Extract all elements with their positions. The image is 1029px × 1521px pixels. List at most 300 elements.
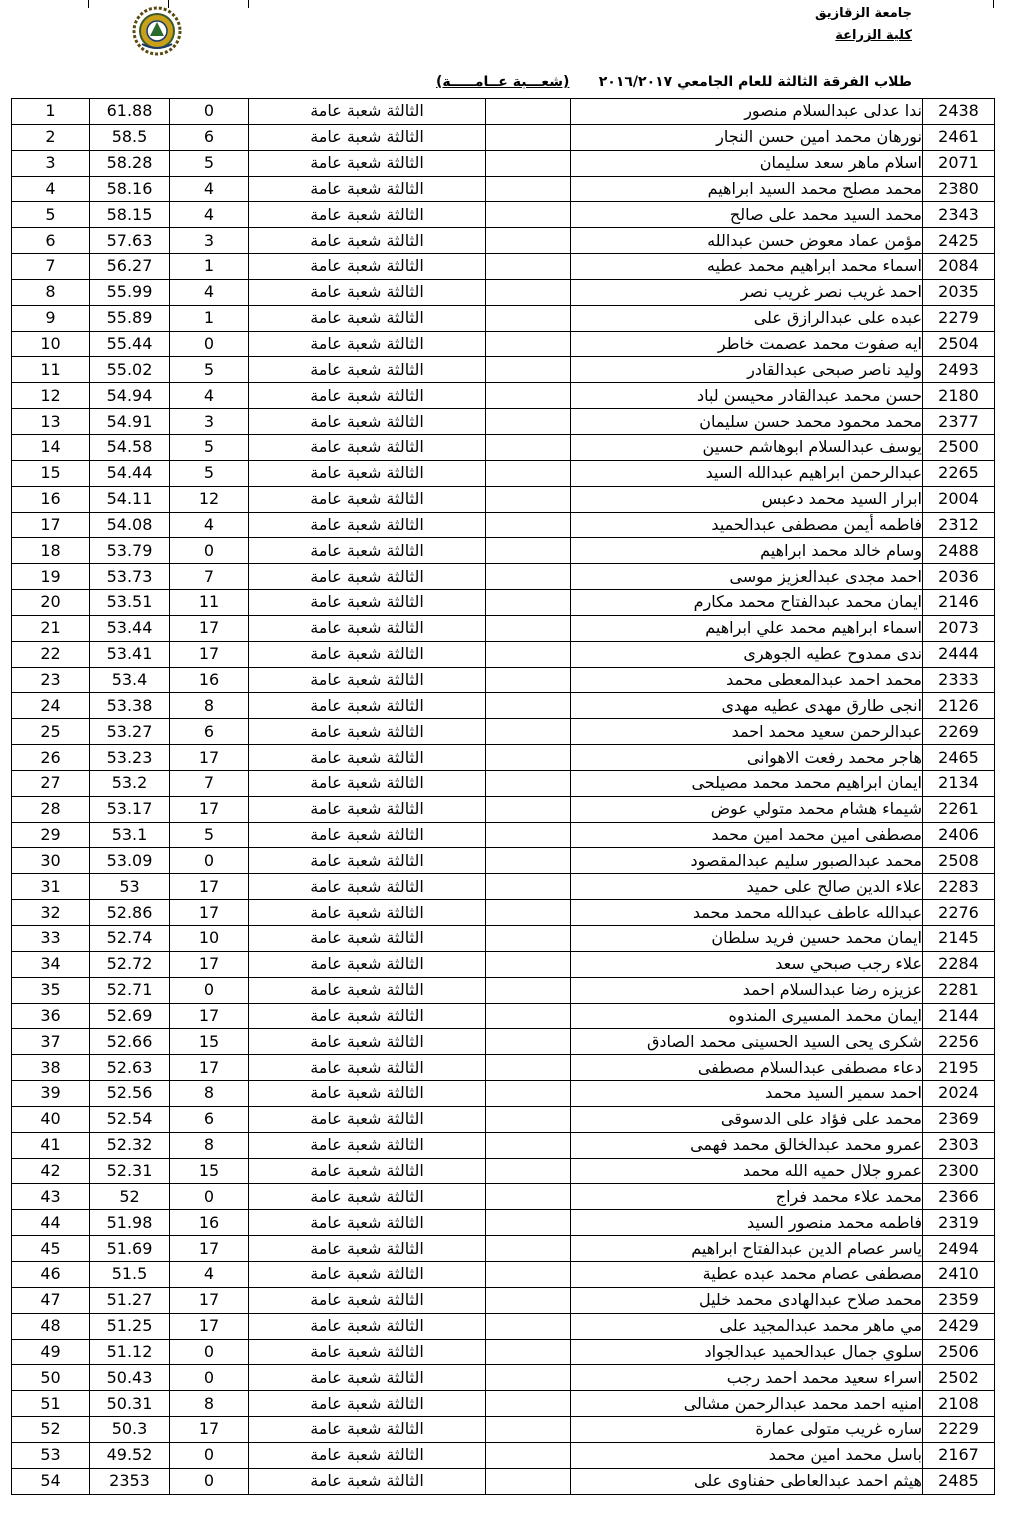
university-name: جامعة الزقازيق [815,6,912,21]
count-cell: 5 [170,357,249,383]
rank-cell: 39 [12,1081,90,1107]
rank-cell: 41 [12,1132,90,1158]
blank-cell [486,1029,571,1055]
table-row [12,1339,995,1365]
seat-number-cell: 2380 [923,176,995,202]
seat-number-cell: 2359 [923,1287,995,1313]
student-name-cell: محمد على فؤاد على الدسوقى [571,1106,923,1132]
score-cell: 58.28 [90,150,170,176]
student-name-cell: محمد صلاح عبدالهادى محمد خليل [571,1287,923,1313]
student-name-cell: احمد غريب نصر غريب نصر [571,279,923,305]
count-cell: 0 [170,1365,249,1391]
seat-number-cell: 2465 [923,745,995,771]
score-cell: 53.73 [90,564,170,590]
blank-cell [486,590,571,616]
section-cell: الثالثة شعبة عامة [249,1261,486,1287]
blank-cell [486,383,571,409]
seat-number-cell: 2410 [923,1261,995,1287]
score-cell: 58.5 [90,124,170,150]
table-row [12,512,995,538]
table-row [12,124,995,150]
section-cell: الثالثة شعبة عامة [249,615,486,641]
section-cell: الثالثة شعبة عامة [249,150,486,176]
student-name-cell: نورهان محمد امين حسن النجار [571,124,923,150]
blank-cell [486,1417,571,1443]
score-cell: 51.25 [90,1313,170,1339]
table-row [12,874,995,900]
rank-cell: 32 [12,900,90,926]
count-cell: 17 [170,1236,249,1262]
student-name-cell: محمد محمود محمد حسن سليمان [571,409,923,435]
score-cell: 52.66 [90,1029,170,1055]
count-cell: 17 [170,796,249,822]
section-cell: الثالثة شعبة عامة [249,1391,486,1417]
count-cell: 17 [170,1313,249,1339]
blank-cell [486,693,571,719]
section-cell: الثالثة شعبة عامة [249,590,486,616]
student-name-cell: ندى ممدوح عطيه الجوهرى [571,641,923,667]
seat-number-cell: 2488 [923,538,995,564]
rank-cell: 33 [12,926,90,952]
score-cell: 53.1 [90,822,170,848]
section-cell: الثالثة شعبة عامة [249,331,486,357]
student-name-cell: هاجر محمد رفعت الاهوانى [571,745,923,771]
rank-cell: 44 [12,1210,90,1236]
blank-cell [486,1184,571,1210]
count-cell: 6 [170,719,249,745]
section-cell: الثالثة شعبة عامة [249,176,486,202]
seat-number-cell: 2036 [923,564,995,590]
student-name-cell: مي ماهر محمد عبدالمجيد على [571,1313,923,1339]
rank-cell: 35 [12,977,90,1003]
score-cell: 52.31 [90,1158,170,1184]
student-name-cell: ايمان محمد حسين فريد سلطان [571,926,923,952]
table-row [12,1081,995,1107]
count-cell: 1 [170,254,249,280]
student-name-cell: يوسف عبدالسلام ابوهاشم حسين [571,434,923,460]
blank-cell [486,486,571,512]
score-cell: 52.54 [90,1106,170,1132]
blank-cell [486,254,571,280]
seat-number-cell: 2071 [923,150,995,176]
rank-cell: 8 [12,279,90,305]
student-name-cell: اسراء سعيد محمد احمد رجب [571,1365,923,1391]
table-row [12,202,995,228]
seat-number-cell: 2281 [923,977,995,1003]
score-cell: 58.15 [90,202,170,228]
seat-number-cell: 2126 [923,693,995,719]
rank-cell: 21 [12,615,90,641]
score-cell: 53.09 [90,848,170,874]
score-cell: 53.27 [90,719,170,745]
student-name-cell: عبدالله عاطف عبدالله محمد محمد [571,900,923,926]
table-row [12,615,995,641]
section-cell: الثالثة شعبة عامة [249,1158,486,1184]
score-cell: 53.51 [90,590,170,616]
rank-cell: 4 [12,176,90,202]
score-cell: 52.74 [90,926,170,952]
table-row [12,1106,995,1132]
student-name-cell: وليد ناصر صبحى عبدالقادر [571,357,923,383]
count-cell: 11 [170,590,249,616]
rank-cell: 29 [12,822,90,848]
seat-number-cell: 2269 [923,719,995,745]
blank-cell [486,719,571,745]
blank-cell [486,176,571,202]
score-cell: 51.5 [90,1261,170,1287]
count-cell: 15 [170,1029,249,1055]
rank-cell: 24 [12,693,90,719]
section-cell: الثالثة شعبة عامة [249,202,486,228]
section-cell: الثالثة شعبة عامة [249,848,486,874]
section-cell: الثالثة شعبة عامة [249,641,486,667]
rank-cell: 43 [12,1184,90,1210]
table-row [12,1417,995,1443]
count-cell: 17 [170,1417,249,1443]
blank-cell [486,770,571,796]
blank-cell [486,745,571,771]
section-cell: الثالثة شعبة عامة [249,770,486,796]
seat-number-cell: 2493 [923,357,995,383]
table-row [12,1158,995,1184]
student-name-cell: حسن محمد عبدالقادر محيسن لباد [571,383,923,409]
seat-number-cell: 2180 [923,383,995,409]
blank-cell [486,615,571,641]
seat-number-cell: 2134 [923,770,995,796]
rank-cell: 30 [12,848,90,874]
count-cell: 17 [170,745,249,771]
count-cell: 12 [170,486,249,512]
seat-number-cell: 2279 [923,305,995,331]
rank-cell: 37 [12,1029,90,1055]
table-row [12,357,995,383]
section-cell: الثالثة شعبة عامة [249,1210,486,1236]
section-cell: الثالثة شعبة عامة [249,874,486,900]
student-name-cell: ابرار السيد محمد دعبس [571,486,923,512]
blank-cell [486,409,571,435]
blank-cell [486,1236,571,1262]
blank-cell [486,951,571,977]
table-row [12,99,995,125]
section-cell: الثالثة شعبة عامة [249,951,486,977]
rank-cell: 47 [12,1287,90,1313]
table-row [12,1003,995,1029]
rank-cell: 14 [12,434,90,460]
table-row [12,926,995,952]
table-row [12,951,995,977]
blank-cell [486,1158,571,1184]
blank-cell [486,1003,571,1029]
count-cell: 8 [170,1132,249,1158]
table-row [12,1029,995,1055]
student-name-cell: فاطمه أيمن مصطفى عبدالحميد [571,512,923,538]
student-name-cell: مصطفى امين محمد امين محمد [571,822,923,848]
count-cell: 4 [170,176,249,202]
section-cell: الثالثة شعبة عامة [249,228,486,254]
table-row [12,254,995,280]
count-cell: 17 [170,1287,249,1313]
table-row [12,1313,995,1339]
section-cell: الثالثة شعبة عامة [249,719,486,745]
seat-number-cell: 2256 [923,1029,995,1055]
count-cell: 5 [170,822,249,848]
seat-number-cell: 2004 [923,486,995,512]
rank-cell: 12 [12,383,90,409]
rank-cell: 16 [12,486,90,512]
seat-number-cell: 2276 [923,900,995,926]
blank-cell [486,667,571,693]
student-name-cell: عبدالرحمن سعيد محمد احمد [571,719,923,745]
seat-number-cell: 2035 [923,279,995,305]
table-row [12,590,995,616]
blank-cell [486,848,571,874]
blank-cell [486,796,571,822]
blank-cell [486,1106,571,1132]
section-cell: الثالثة شعبة عامة [249,1081,486,1107]
seat-number-cell: 2502 [923,1365,995,1391]
count-cell: 0 [170,977,249,1003]
score-cell: 55.99 [90,279,170,305]
section-cell: الثالثة شعبة عامة [249,1055,486,1081]
section-cell: الثالثة شعبة عامة [249,357,486,383]
student-name-cell: هيثم احمد عبدالعاطى حفناوى على [571,1468,923,1494]
section-cell: الثالثة شعبة عامة [249,254,486,280]
score-cell: 54.08 [90,512,170,538]
section-cell: الثالثة شعبة عامة [249,1365,486,1391]
seat-number-cell: 2300 [923,1158,995,1184]
table-row [12,719,995,745]
count-cell: 17 [170,615,249,641]
count-cell: 4 [170,512,249,538]
score-cell: 53.79 [90,538,170,564]
seat-number-cell: 2024 [923,1081,995,1107]
section-cell: الثالثة شعبة عامة [249,1313,486,1339]
section-cell: الثالثة شعبة عامة [249,409,486,435]
rank-cell: 18 [12,538,90,564]
table-row [12,331,995,357]
section-cell: الثالثة شعبة عامة [249,693,486,719]
section-cell: الثالثة شعبة عامة [249,1106,486,1132]
division-label: (شعـــبة عــامـــــة) [436,74,570,90]
rank-cell: 20 [12,590,90,616]
score-cell: 53.2 [90,770,170,796]
table-row [12,1261,995,1287]
seat-number-cell: 2506 [923,1339,995,1365]
seat-number-cell: 2167 [923,1442,995,1468]
count-cell: 0 [170,1339,249,1365]
blank-cell [486,1210,571,1236]
score-cell: 61.88 [90,99,170,125]
rank-cell: 22 [12,641,90,667]
blank-cell [486,512,571,538]
table-row [12,1287,995,1313]
rank-cell: 36 [12,1003,90,1029]
section-cell: الثالثة شعبة عامة [249,1339,486,1365]
rank-cell: 13 [12,409,90,435]
blank-cell [486,564,571,590]
seat-number-cell: 2366 [923,1184,995,1210]
table-row [12,1236,995,1262]
count-cell: 7 [170,564,249,590]
table-row [12,693,995,719]
student-name-cell: وسام خالد محمد ابراهيم [571,538,923,564]
table-row [12,1442,995,1468]
count-cell: 3 [170,228,249,254]
count-cell: 0 [170,1442,249,1468]
student-name-cell: محمد احمد عبدالمعطى محمد [571,667,923,693]
rank-cell: 54 [12,1468,90,1494]
score-cell: 52 [90,1184,170,1210]
score-cell: 52.63 [90,1055,170,1081]
table-row [12,409,995,435]
count-cell: 17 [170,641,249,667]
blank-cell [486,822,571,848]
seat-number-cell: 2145 [923,926,995,952]
student-name-cell: دعاء مصطفى عبدالسلام مصطفى [571,1055,923,1081]
seat-number-cell: 2229 [923,1417,995,1443]
blank-cell [486,538,571,564]
student-name-cell: انجى طارق مهدى عطيه مهدى [571,693,923,719]
section-cell: الثالثة شعبة عامة [249,564,486,590]
score-cell: 51.27 [90,1287,170,1313]
student-name-cell: سلوي جمال عبدالحميد عبدالجواد [571,1339,923,1365]
student-name-cell: مصطفى عصام محمد عبده عطية [571,1261,923,1287]
blank-cell [486,331,571,357]
count-cell: 15 [170,1158,249,1184]
seat-number-cell: 2369 [923,1106,995,1132]
blank-cell [486,279,571,305]
student-name-cell: اسماء ابراهيم محمد علي ابراهيم [571,615,923,641]
rank-cell: 31 [12,874,90,900]
student-name-cell: احمد مجدى عبدالعزيز موسى [571,564,923,590]
seat-number-cell: 2425 [923,228,995,254]
rank-cell: 5 [12,202,90,228]
count-cell: 10 [170,926,249,952]
score-cell: 54.94 [90,383,170,409]
table-row [12,279,995,305]
seat-number-cell: 2485 [923,1468,995,1494]
table-row [12,796,995,822]
seat-number-cell: 2333 [923,667,995,693]
section-cell: الثالثة شعبة عامة [249,796,486,822]
count-cell: 17 [170,874,249,900]
section-cell: الثالثة شعبة عامة [249,1417,486,1443]
section-cell: الثالثة شعبة عامة [249,538,486,564]
table-row [12,770,995,796]
rank-cell: 45 [12,1236,90,1262]
score-cell: 50.43 [90,1365,170,1391]
seat-number-cell: 2444 [923,641,995,667]
table-row [12,1132,995,1158]
seat-number-cell: 2283 [923,874,995,900]
university-seal-icon [132,6,182,56]
students-table [11,98,995,1495]
rank-cell: 40 [12,1106,90,1132]
count-cell: 0 [170,538,249,564]
count-cell: 1 [170,305,249,331]
section-cell: الثالثة شعبة عامة [249,1003,486,1029]
student-name-cell: عمرو محمد عبدالخالق محمد فهمى [571,1132,923,1158]
section-cell: الثالثة شعبة عامة [249,822,486,848]
table-row [12,1391,995,1417]
count-cell: 8 [170,693,249,719]
blank-cell [486,1287,571,1313]
rank-cell: 26 [12,745,90,771]
blank-cell [486,1261,571,1287]
count-cell: 0 [170,848,249,874]
blank-cell [486,1468,571,1494]
blank-cell [486,99,571,125]
seat-number-cell: 2303 [923,1132,995,1158]
student-name-cell: محمد علاء محمد فراج [571,1184,923,1210]
section-cell: الثالثة شعبة عامة [249,383,486,409]
rank-cell: 51 [12,1391,90,1417]
seat-number-cell: 2504 [923,331,995,357]
rank-cell: 1 [12,99,90,125]
rank-cell: 38 [12,1055,90,1081]
blank-cell [486,460,571,486]
score-cell: 2353 [90,1468,170,1494]
blank-cell [486,874,571,900]
score-cell: 55.44 [90,331,170,357]
blank-cell [486,228,571,254]
seat-number-cell: 2343 [923,202,995,228]
section-cell: الثالثة شعبة عامة [249,460,486,486]
section-cell: الثالثة شعبة عامة [249,900,486,926]
blank-cell [486,357,571,383]
table-row [12,667,995,693]
rank-cell: 50 [12,1365,90,1391]
seat-number-cell: 2108 [923,1391,995,1417]
score-cell: 52.32 [90,1132,170,1158]
score-cell: 51.12 [90,1339,170,1365]
score-cell: 50.31 [90,1391,170,1417]
student-name-cell: ايمان محمد عبدالفتاح محمد مكارم [571,590,923,616]
table-row [12,1210,995,1236]
section-cell: الثالثة شعبة عامة [249,512,486,538]
student-name-cell: اسماء محمد ابراهيم محمد عطيه [571,254,923,280]
section-cell: الثالثة شعبة عامة [249,305,486,331]
count-cell: 16 [170,1210,249,1236]
rank-cell: 2 [12,124,90,150]
count-cell: 3 [170,409,249,435]
student-name-cell: علاء رجب صبحي سعد [571,951,923,977]
seat-number-cell: 2508 [923,848,995,874]
table-row [12,176,995,202]
student-name-cell: محمد عبدالصبور سليم عبدالمقصود [571,848,923,874]
seat-number-cell: 2284 [923,951,995,977]
score-cell: 53.23 [90,745,170,771]
seat-number-cell: 2461 [923,124,995,150]
rank-cell: 6 [12,228,90,254]
student-name-cell: ايه صفوت محمد عصمت خاطر [571,331,923,357]
table-row [12,1055,995,1081]
blank-cell [486,1339,571,1365]
rank-cell: 9 [12,305,90,331]
student-name-cell: مؤمن عماد معوض حسن عبدالله [571,228,923,254]
rank-cell: 15 [12,460,90,486]
blank-cell [486,124,571,150]
score-cell: 53.17 [90,796,170,822]
count-cell: 8 [170,1081,249,1107]
student-name-cell: ايمان محمد المسيرى المندوه [571,1003,923,1029]
blank-cell [486,1442,571,1468]
blank-cell [486,1313,571,1339]
count-cell: 4 [170,1261,249,1287]
blank-cell [486,1365,571,1391]
student-name-cell: ياسر عصام الدين عبدالفتاح ابراهيم [571,1236,923,1262]
blank-cell [486,1132,571,1158]
